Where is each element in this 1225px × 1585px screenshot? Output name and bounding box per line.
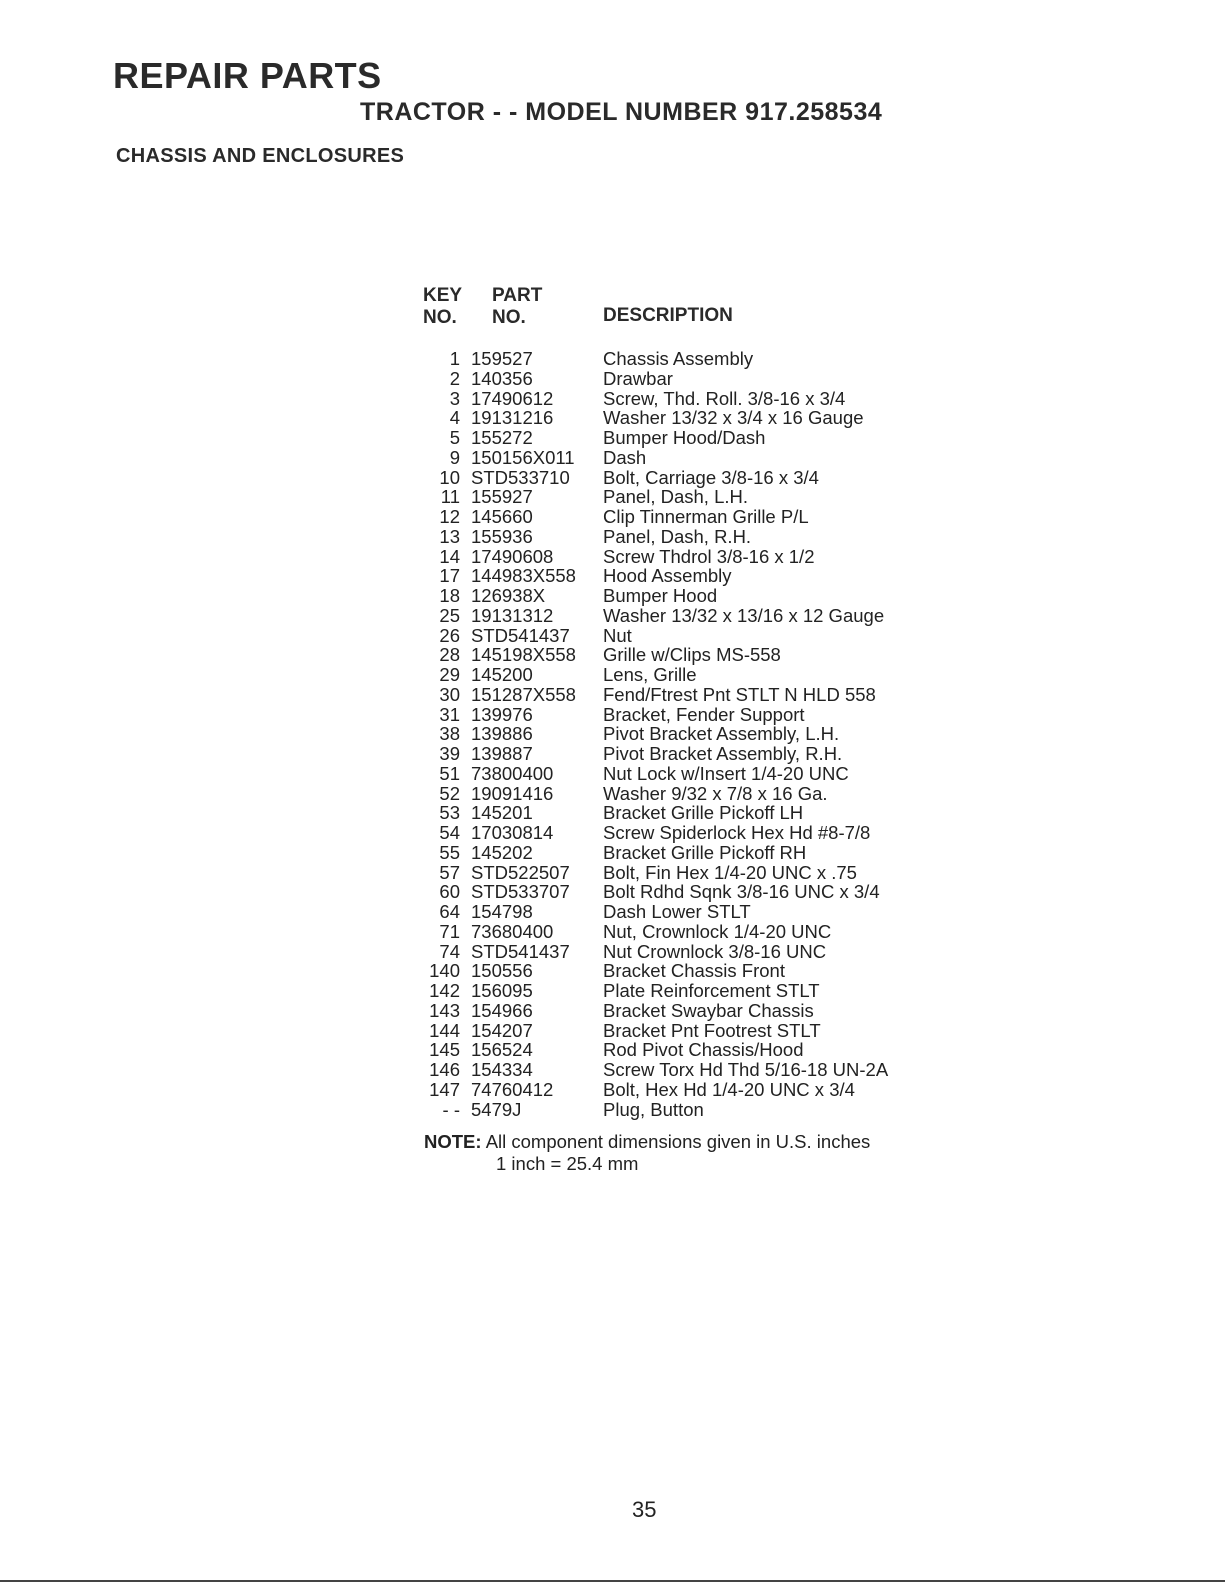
- part-description: Lens, Grille: [603, 664, 697, 685]
- part-description: Bolt Rdhd Sqnk 3/8-16 UNC x 3/4: [603, 881, 880, 903]
- header-key-line1: KEY: [423, 285, 463, 306]
- key-number: 39: [439, 743, 460, 764]
- part-description: Bolt, Carriage 3/8-16 x 3/4: [603, 466, 819, 488]
- part-number: 155272: [471, 427, 533, 448]
- key-number: 145: [429, 1039, 460, 1061]
- part-description: Chassis Assembly: [603, 348, 754, 369]
- part-number: 5479J: [471, 1098, 522, 1120]
- part-number: 151287X558: [471, 683, 576, 705]
- part-number: 73800400: [471, 762, 554, 784]
- key-number: 29: [439, 664, 460, 685]
- part-description: Screw Spiderlock Hex Hd #8-7/8: [603, 822, 871, 843]
- key-number: 28: [439, 644, 460, 666]
- part-description: Screw Torx Hd Thd 5/16-18 UN-2A: [603, 1059, 889, 1080]
- part-number: 145198X558: [471, 644, 576, 666]
- part-description: Bracket, Fender Support: [603, 703, 805, 725]
- part-number: STD541437: [471, 624, 570, 646]
- header-part-line1: PART: [492, 285, 543, 306]
- header-description: DESCRIPTION: [603, 305, 733, 326]
- part-number: 74760412: [471, 1078, 554, 1100]
- key-number: 147: [429, 1078, 460, 1100]
- key-number: 51: [439, 762, 460, 784]
- part-description: Screw, Thd. Roll. 3/8-16 x 3/4: [603, 387, 846, 409]
- part-number: 17490608: [471, 545, 554, 567]
- part-number: 155927: [471, 486, 533, 508]
- key-number: 64: [439, 901, 460, 922]
- part-description: Bracket Grille Pickoff LH: [603, 802, 804, 824]
- part-description: Bracket Chassis Front: [603, 960, 785, 982]
- key-number: 18: [439, 585, 460, 606]
- key-number: 17: [439, 565, 460, 587]
- section-title: CHASSIS AND ENCLOSURES: [116, 145, 405, 167]
- model-number-title: TRACTOR - - MODEL NUMBER 917.258534: [360, 98, 883, 126]
- part-number: 156095: [471, 980, 533, 1001]
- part-description: Bracket Grille Pickoff RH: [603, 841, 807, 863]
- key-number: 4: [449, 407, 460, 429]
- part-description: Panel, Dash, L.H.: [603, 486, 748, 508]
- part-description: Fend/Ftrest Pnt STLT N HLD 558: [603, 683, 876, 705]
- key-number: - -: [442, 1098, 460, 1120]
- key-number: 11: [440, 486, 460, 508]
- header-key-line2: NO.: [423, 307, 457, 328]
- key-number: 13: [439, 525, 460, 547]
- part-number: 154798: [471, 901, 533, 922]
- part-number: 139887: [471, 743, 533, 764]
- part-description: Rod Pivot Chassis/Hood: [603, 1039, 804, 1061]
- key-number: 71: [439, 920, 460, 942]
- part-description: Washer 9/32 x 7/8 x 16 Ga.: [603, 782, 828, 804]
- part-description: Bolt, Fin Hex 1/4-20 UNC x .75: [603, 861, 857, 883]
- part-number: 154334: [471, 1059, 533, 1080]
- part-number: 140356: [471, 367, 533, 389]
- page-number: 35: [632, 1497, 657, 1522]
- part-description: Bumper Hood: [603, 585, 718, 606]
- key-number: 2: [449, 367, 460, 389]
- part-description: Nut Lock w/Insert 1/4-20 UNC: [603, 762, 849, 784]
- key-number: 52: [439, 782, 460, 804]
- part-description: Screw Thdrol 3/8-16 x 1/2: [603, 545, 815, 567]
- part-number: STD522507: [471, 861, 570, 883]
- key-number: 14: [439, 545, 460, 567]
- part-number: 139976: [471, 703, 533, 725]
- part-number: 19131312: [471, 604, 554, 626]
- key-number: 30: [439, 683, 460, 705]
- key-number: 25: [439, 604, 460, 626]
- part-description: Plug, Button: [603, 1098, 704, 1120]
- key-number: 31: [439, 703, 460, 725]
- key-number: 57: [439, 861, 460, 883]
- key-number: 3: [449, 387, 460, 409]
- key-number: 60: [439, 881, 460, 903]
- key-number: 146: [429, 1059, 460, 1080]
- part-description: Nut, Crownlock 1/4-20 UNC: [603, 920, 832, 942]
- key-number: 74: [439, 940, 460, 962]
- part-number: 19091416: [471, 782, 554, 804]
- part-description: Washer 13/32 x 3/4 x 16 Gauge: [603, 407, 864, 429]
- part-number: 126938X: [471, 585, 546, 606]
- part-description: Bracket Swaybar Chassis: [603, 999, 814, 1021]
- part-number: 73680400: [471, 920, 554, 942]
- page-title: REPAIR PARTS: [113, 55, 382, 96]
- key-number: 143: [429, 999, 460, 1021]
- note-text: All component dimensions given in U.S. inches: [485, 1131, 871, 1152]
- part-number: 17490612: [471, 387, 554, 409]
- key-number: 144: [429, 1019, 460, 1041]
- part-description: Nut Crownlock 3/8-16 UNC: [603, 940, 827, 962]
- part-number: 144983X558: [471, 565, 576, 587]
- bottom-rule: [0, 1580, 1225, 1582]
- part-description: Panel, Dash, R.H.: [603, 525, 752, 547]
- note-conversion: 1 inch = 25.4 mm: [496, 1153, 639, 1174]
- part-number: 139886: [471, 723, 533, 745]
- part-description: Drawbar: [603, 367, 673, 389]
- part-number: 150156X011: [471, 446, 575, 468]
- part-description: Dash: [603, 446, 647, 468]
- part-number: 145660: [471, 506, 533, 527]
- part-description: Clip Tinnerman Grille P/L: [603, 506, 809, 527]
- part-description: Pivot Bracket Assembly, L.H.: [603, 723, 840, 745]
- part-number: STD533710: [471, 466, 570, 488]
- key-number: 1: [449, 348, 460, 369]
- header-part-line2: NO.: [492, 307, 526, 328]
- key-number: 142: [429, 980, 460, 1001]
- part-description: Nut: [603, 624, 632, 646]
- part-number: 159527: [471, 348, 533, 369]
- part-number: 154207: [471, 1019, 533, 1041]
- part-description: Washer 13/32 x 13/16 x 12 Gauge: [603, 604, 885, 626]
- part-description: Plate Reinforcement STLT: [603, 980, 820, 1001]
- key-number: 55: [439, 841, 460, 863]
- part-number: STD533707: [471, 881, 570, 903]
- part-description: Hood Assembly: [603, 565, 732, 587]
- key-number: 140: [429, 960, 460, 982]
- part-description: Bolt, Hex Hd 1/4-20 UNC x 3/4: [603, 1078, 855, 1100]
- key-number: 38: [439, 723, 460, 745]
- key-number: 26: [439, 624, 460, 646]
- part-description: Grille w/Clips MS-558: [603, 644, 781, 666]
- note-block: [424, 1131, 871, 1174]
- part-number: 150556: [471, 960, 533, 982]
- part-number: 145202: [471, 841, 533, 863]
- part-number: 145201: [471, 802, 533, 824]
- part-description: Dash Lower STLT: [603, 901, 751, 922]
- part-number: 154966: [471, 999, 533, 1021]
- key-number: 9: [449, 446, 460, 468]
- part-description: Pivot Bracket Assembly, R.H.: [603, 743, 843, 764]
- part-description: Bracket Pnt Footrest STLT: [603, 1019, 821, 1041]
- key-number: 54: [439, 822, 460, 843]
- note-label: NOTE:: [424, 1131, 482, 1152]
- part-description: Bumper Hood/Dash: [603, 427, 766, 448]
- key-number: 5: [449, 427, 460, 448]
- part-number: 17030814: [471, 822, 554, 843]
- key-number: 10: [439, 466, 460, 488]
- part-number: 155936: [471, 525, 533, 547]
- part-number: 19131216: [471, 407, 554, 429]
- part-number: STD541437: [471, 940, 570, 962]
- key-number: 53: [439, 802, 460, 824]
- key-number: 12: [439, 506, 460, 527]
- part-number: 145200: [471, 664, 533, 685]
- part-number: 156524: [471, 1039, 533, 1061]
